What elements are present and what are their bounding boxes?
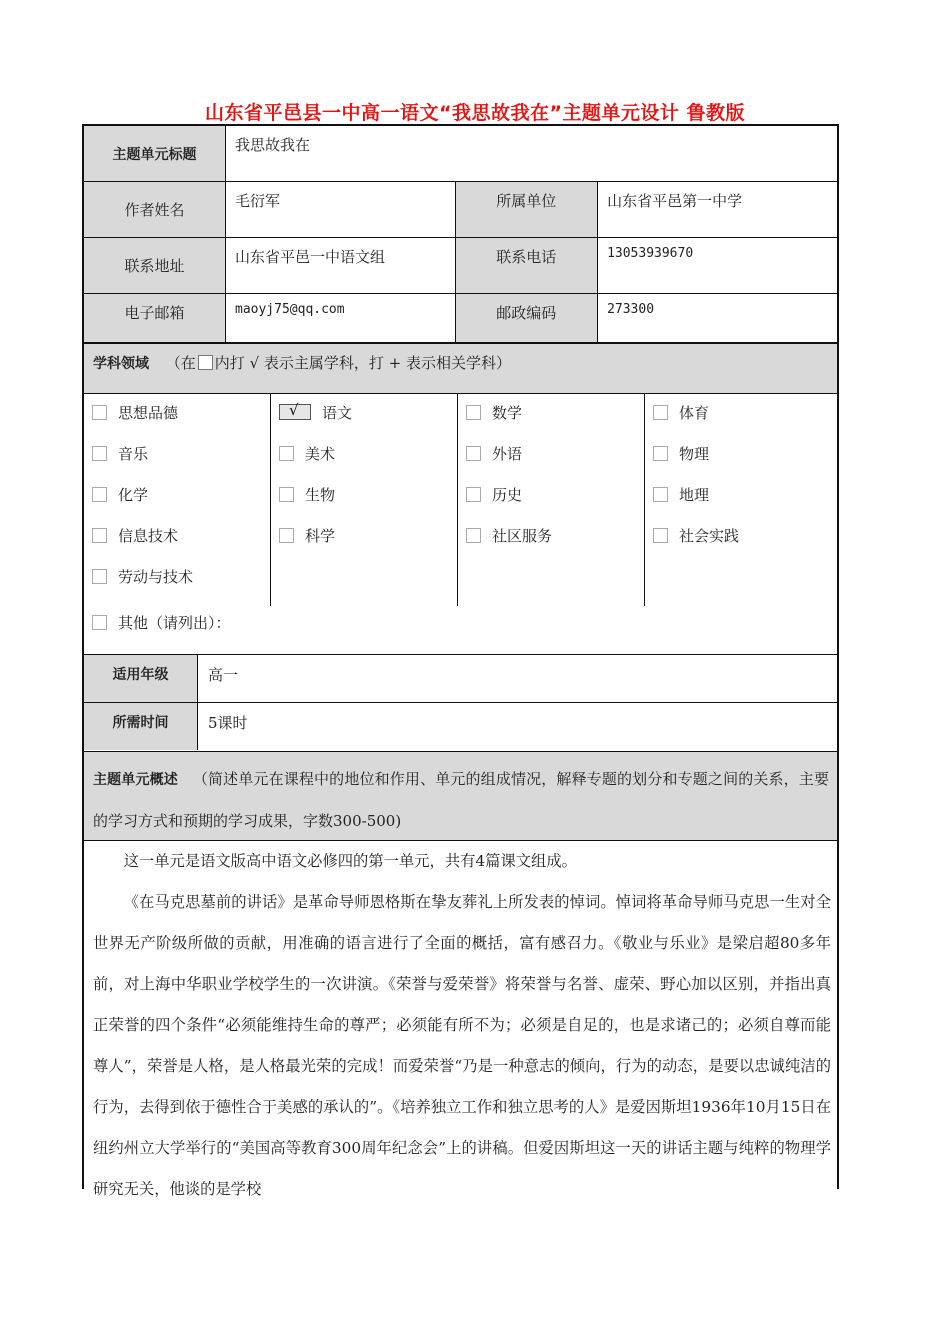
subject-hint-b: 内打 √ 表示主属学科，打 + 表示相关学科）	[214, 354, 511, 372]
subject-item[interactable]: 外语	[466, 443, 522, 465]
checkbox-icon[interactable]	[92, 405, 107, 420]
checkbox-icon[interactable]	[92, 528, 107, 543]
subject-label: 学科领域	[93, 356, 149, 372]
subject-item[interactable]: 物理	[653, 443, 709, 465]
subject-item[interactable]: 科学	[279, 525, 335, 547]
paragraph: 这一单元是语文版高中语文必修四的第一单元，共有4篇课文组成。	[123, 852, 577, 870]
subject-item[interactable]: 化学	[92, 484, 148, 506]
checkbox-icon[interactable]	[466, 528, 481, 543]
subject-item[interactable]: 劳动与技术	[92, 566, 193, 588]
subject-item[interactable]: 思想品德	[92, 402, 178, 424]
checkbox-icon[interactable]	[279, 487, 294, 502]
postcode-value: 273300	[598, 294, 838, 351]
author-label: 作者姓名	[83, 182, 226, 238]
subject-item-chinese[interactable]: √ 语文	[279, 402, 352, 424]
checked-checkbox-icon[interactable]	[279, 401, 311, 420]
checkbox-icon[interactable]	[92, 615, 107, 630]
checkbox-icon[interactable]	[653, 446, 668, 461]
checkmark-icon: √	[289, 401, 299, 419]
grade-label: 适用年级	[84, 655, 198, 702]
checkbox-sample-icon	[198, 355, 213, 370]
time-label: 所需时间	[84, 703, 198, 750]
theme-label: 主题单元标题	[83, 125, 226, 182]
theme-value: 我思故我在	[226, 125, 839, 182]
phone-label: 联系电话	[455, 238, 598, 294]
unit-value: 山东省平邑第一中学	[598, 182, 838, 238]
subject-section	[82, 342, 839, 1198]
phone-value: 13053939670	[598, 238, 838, 294]
subject-item[interactable]: 社会实践	[653, 525, 739, 547]
subject-item[interactable]: 信息技术	[92, 525, 178, 547]
document-title: 山东省平邑县一中高一语文“我思故我在”主题单元设计 鲁教版	[204, 102, 746, 124]
checkbox-icon[interactable]	[92, 487, 107, 502]
email-value: maoyj75@qq.com	[226, 294, 456, 351]
checkbox-icon[interactable]	[466, 487, 481, 502]
subject-item[interactable]: 社区服务	[466, 525, 552, 547]
subject-column-4	[645, 394, 837, 606]
subject-column-1	[84, 394, 271, 606]
subject-item[interactable]: 生物	[279, 484, 335, 506]
overview-header	[84, 751, 837, 841]
grade-value: 高一	[208, 666, 239, 684]
checkbox-icon[interactable]	[653, 487, 668, 502]
time-value: 5课时	[208, 714, 248, 732]
checkbox-icon[interactable]	[279, 528, 294, 543]
subject-item[interactable]: 美术	[279, 443, 335, 465]
subject-hint-a: （在	[165, 354, 196, 372]
subject-item[interactable]: 音乐	[92, 443, 148, 465]
author-value: 毛衍军	[226, 182, 456, 238]
email-label: 电子邮箱	[83, 294, 226, 351]
overview-hint: （简述单元在课程中的地位和作用、单元的组成情况，解释专题的划分和专题之间的关系，主要的学习方式和预期的学习成果，字数300-500)	[93, 770, 829, 830]
subject-column-2	[271, 394, 458, 606]
checkbox-icon[interactable]	[653, 405, 668, 420]
checkbox-icon[interactable]	[466, 446, 481, 461]
checkbox-icon[interactable]	[653, 528, 668, 543]
subject-item[interactable]: 地理	[653, 484, 709, 506]
subject-other[interactable]: 其他（请列出）：	[92, 612, 231, 633]
checkbox-icon[interactable]	[279, 446, 294, 461]
overview-content	[93, 841, 831, 1210]
info-table	[82, 124, 839, 351]
checkbox-icon[interactable]	[92, 446, 107, 461]
time-row	[84, 702, 837, 750]
address-value: 山东省平邑一中语文组	[226, 238, 456, 294]
checkbox-icon[interactable]	[92, 569, 107, 584]
overview-label: 主题单元概述	[93, 772, 178, 788]
subject-header	[84, 344, 837, 394]
checkbox-icon[interactable]	[466, 405, 481, 420]
subject-item[interactable]: 体育	[653, 402, 709, 424]
subject-column-3	[458, 394, 645, 606]
grade-row	[84, 654, 837, 702]
subject-item[interactable]: 历史	[466, 484, 522, 506]
subject-item[interactable]: 数学	[466, 402, 522, 424]
paragraph: 《在马克思墓前的讲话》是革命导师恩格斯在挚友葬礼上所发表的悼词。悼词将革命导师马克思一生对全世界无产阶级所做的贡献，用准确的语言进行了全面的概括，富有感召力。《敬业与乐业》是梁启超80多年前，对上海中华职业学校学生的一次讲演。《荣誉与爱荣誉》将荣誉与名誉、虚荣、野心加以区别，并指出真正荣誉的四个条件“必须能维持生命的尊严；必须能有所不为；必须是自足的，也是求诸己的；必须自尊而能尊人”，荣誉是人格，是人格最光荣的完成！而爱荣誉“乃是一种意志的倾向，行为的动态，是要以忠诚纯洁的行为，去得到依于德性合于美感的承认的”。《培养独立工作和独立思考的人》是爱因斯坦1936年10月15日在纽约州立大学举行的“美国高等教育300周年纪念会”上的讲稿。但爱因斯坦这一天的讲话主题与纯粹的物理学研究无关，他谈的是学校	[93, 893, 831, 1198]
unit-label: 所属单位	[455, 182, 598, 238]
address-label: 联系地址	[83, 238, 226, 294]
postcode-label: 邮政编码	[455, 294, 598, 351]
